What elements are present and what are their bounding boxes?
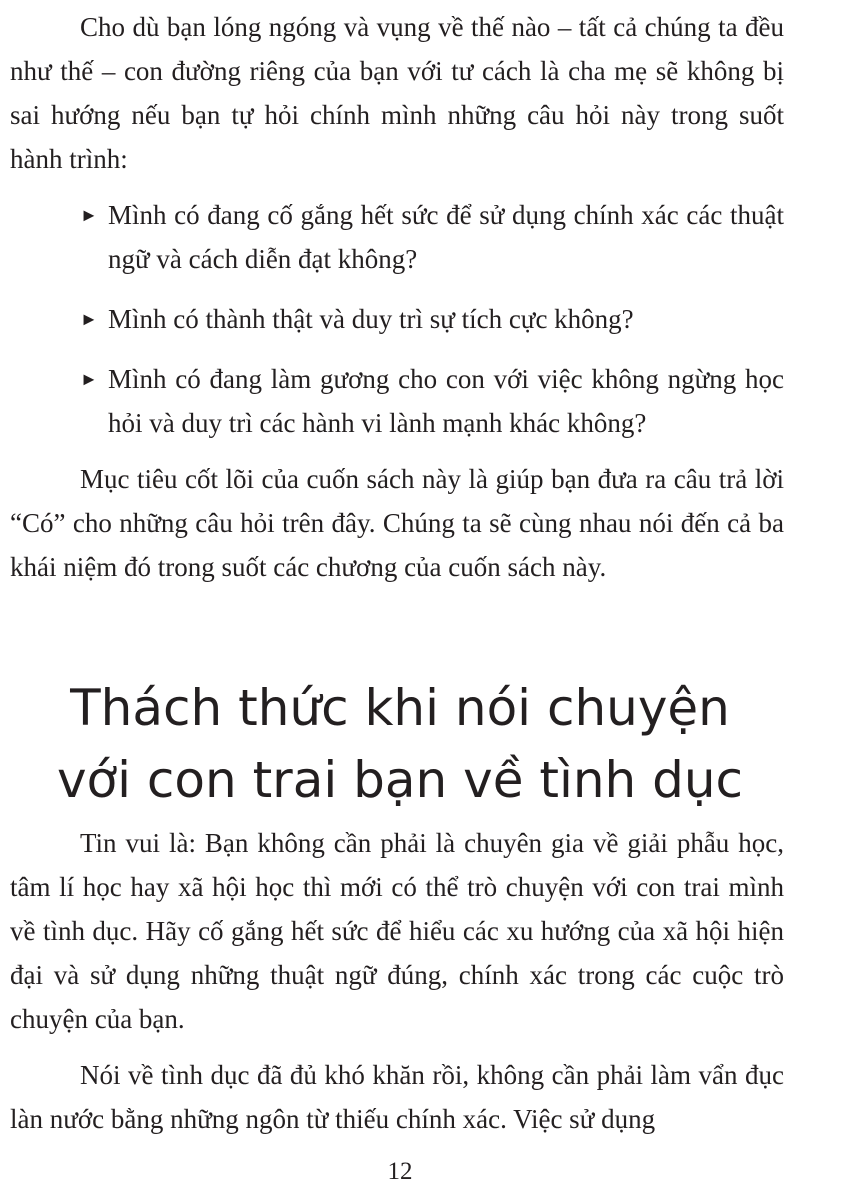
page-number: 12 [387,1158,413,1185]
list-item [80,357,784,445]
paragraph-goal: Mục tiêu cốt lõi của cuốn sách này là giúp bạn đưa ra câu trả lời “Có” cho những câu hỏi trên đây. Chúng ta sẽ cùng nhau nói đến cả ba khái niệm đó trong suốt các chương của cuốn sách này. [10,464,784,582]
paragraph-intro: Cho dù bạn lóng ngóng và vụng về thế nào – tất cả chúng ta đều như thế – con đường riêng của bạn với tư cách là cha mẹ sẽ không bị sai hướng nếu bạn tự hỏi chính mình những câu hỏi này trong suốt hành trình: [10,12,784,174]
section-heading [0,672,800,816]
paragraph-good-news: Tin vui là: Bạn không cần phải là chuyên gia về giải phẫu học, tâm lí học hay xã hội học thì mới có thể trò chuyện với con trai mình về tình dục. Hãy cố gắng hết sức để hiểu các xu hướng của xã hội hiện đại và sử dụng những thuật ngữ đúng, chính xác trong các cuộc trò chuyện của bạn. [10,828,784,1034]
section-heading-line-1: Thách thức khi nói chuyện [70,679,730,737]
section-heading-line-2: với con trai bạn về tình dục [56,751,744,809]
list-item [80,193,784,281]
list-item [80,297,784,341]
paragraph-terminology: Nói về tình dục đã đủ khó khăn rồi, không cần phải làm vẩn đục làn nước bằng những ngôn từ thiếu chính xác. Việc sử dụng [10,1060,784,1134]
question-list [80,193,784,461]
list-item-text: Mình có đang cố gắng hết sức để sử dụng chính xác các thuật ngữ và cách diễn đạt không? [108,200,784,274]
list-item-text: Mình có đang làm gương cho con với việc không ngừng học hỏi và duy trì các hành vi lành mạnh khác không? [108,364,784,438]
list-item-text: Mình có thành thật và duy trì sự tích cực không? [108,304,634,334]
triangle-bullet-icon: ► [80,309,98,329]
triangle-bullet-icon: ► [80,205,98,225]
triangle-bullet-icon: ► [80,369,98,389]
